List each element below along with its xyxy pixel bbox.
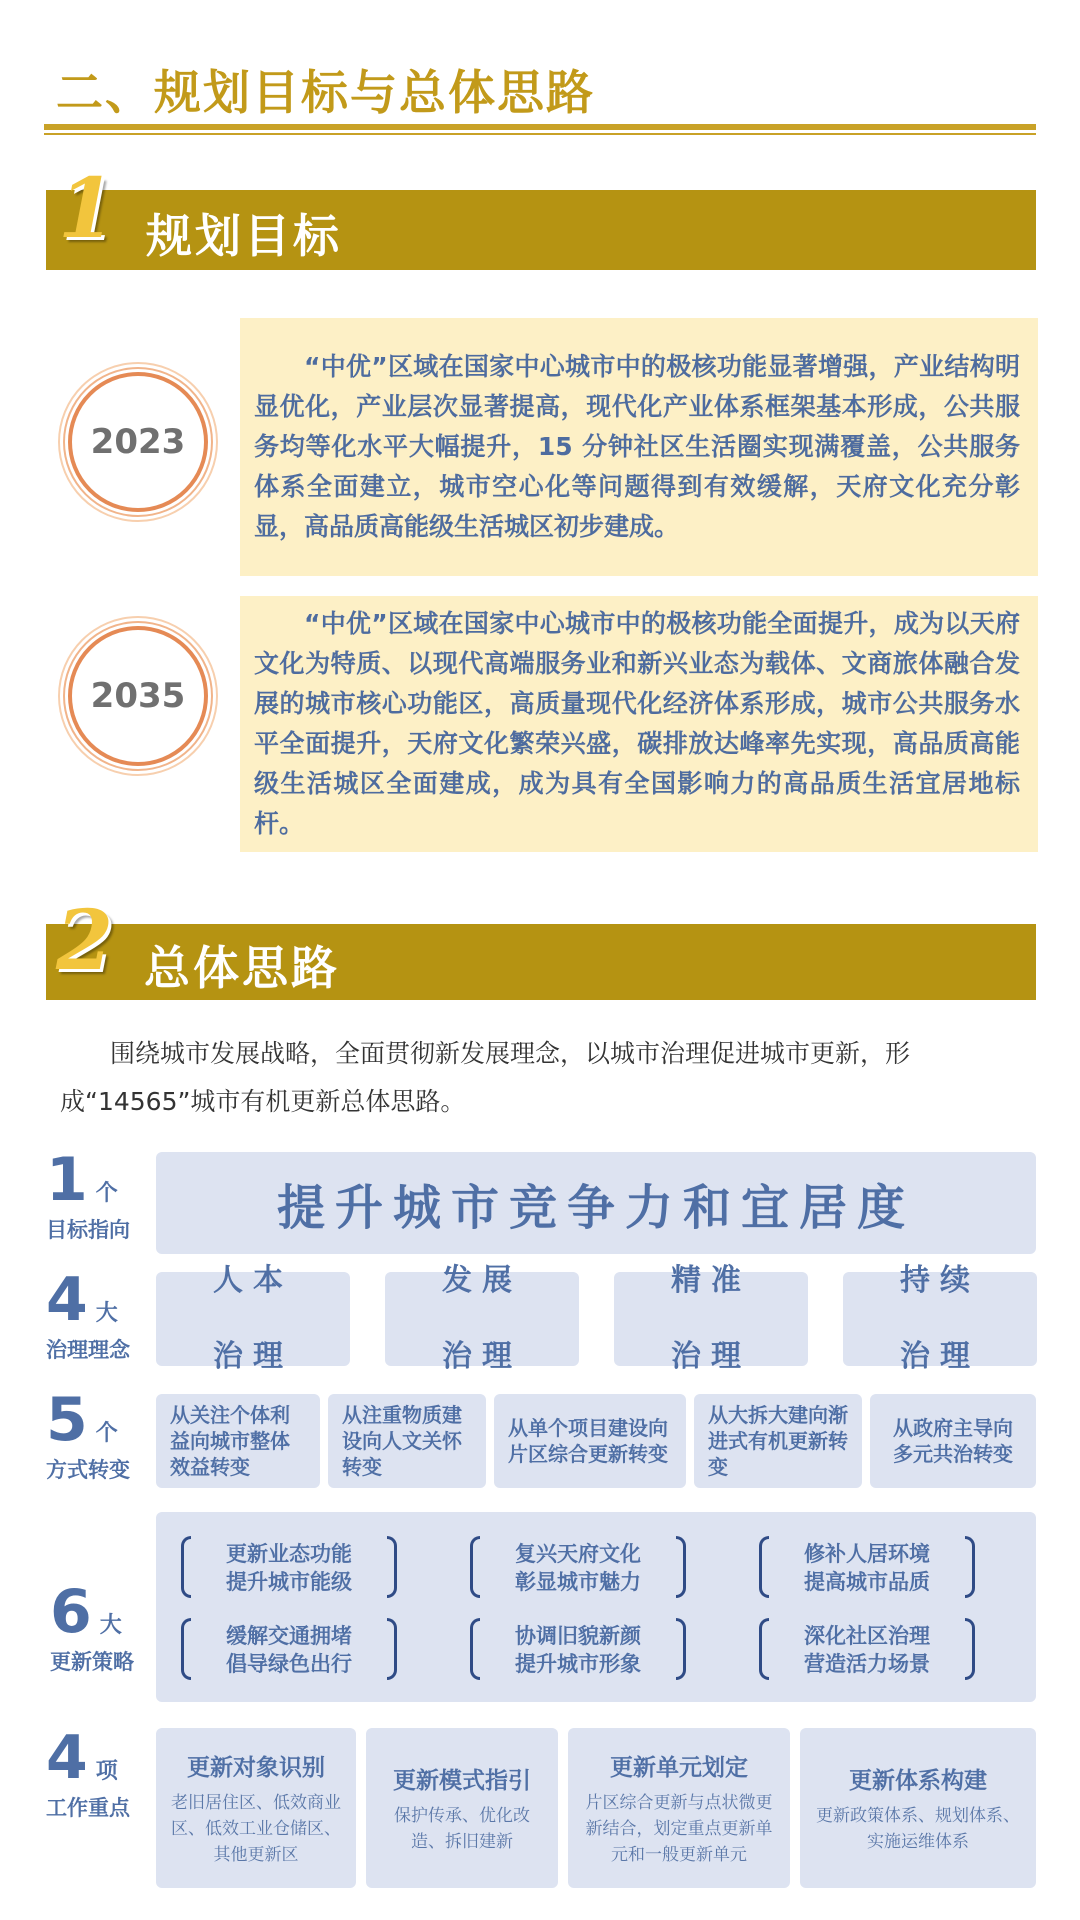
- year-label: 2035: [90, 676, 186, 716]
- section2-title: 总体思路: [144, 941, 340, 995]
- title-divider-thin: [44, 133, 1036, 135]
- concept-card: 发展 治理: [385, 1272, 579, 1366]
- section2-intro: 围绕城市发展战略，全面贯彻新发展理念，以城市治理促进城市更新，形成“14565”城市有机更新总体思路。: [60, 1039, 911, 1116]
- method-card: 从注重物质建设向人文关怀转变: [328, 1394, 486, 1488]
- row-label-goal: 1 个 目标指向: [46, 1145, 130, 1242]
- goal-text-2023: [240, 318, 1038, 576]
- row-label-strategies: 6 大 更新策略: [50, 1577, 134, 1674]
- concept-card: 人本 治理: [156, 1272, 350, 1366]
- goal-statement: 提升城市竞争力和宜居度: [156, 1152, 1036, 1254]
- method-card: 从单个项目建设向片区综合更新转变: [494, 1394, 686, 1488]
- focus-card: 更新体系构建 更新政策体系、规划体系、实施运维体系: [800, 1728, 1036, 1888]
- focus-card: 更新模式指引 保护传承、优化改造、拆旧建新: [366, 1728, 558, 1888]
- strategy-item: 缓解交通拥堵 倡导绿色出行: [201, 1618, 377, 1682]
- year-badge-2023: [68, 372, 208, 512]
- focus-card: 更新对象识别 老旧居住区、低效商业区、低效工业仓储区、其他更新区: [156, 1728, 356, 1888]
- method-card: 从大拆大建向渐进式有机更新转变: [694, 1394, 862, 1488]
- section1-number: 1: [58, 161, 116, 257]
- focus-card: 更新单元划定 片区综合更新与点状微更新结合，划定重点更新单元和一般更新单元: [568, 1728, 790, 1888]
- section2-number: 2: [56, 893, 114, 989]
- goal-paragraph: “中优”区域在国家中心城市中的极核功能显著增强，产业结构明显优化，产业层次显著提高，现代化产业体系框架基本形成，公共服务均等化水平大幅提升，15 分钟社区生活圈实现满覆盖，公共服务体系全面建立，城市空心化等问题得到有效缓解，天府文化充分彰显，高品质高能级生活城区初步建成。: [254, 352, 1020, 541]
- concept-card: 精准 治理: [614, 1272, 808, 1366]
- row-label-concepts: 4 大 治理理念: [46, 1265, 130, 1362]
- goal-text-2035: [240, 596, 1038, 852]
- method-card: 从政府主导向多元共治转变: [870, 1394, 1036, 1488]
- year-badge-2035: [68, 626, 208, 766]
- strategy-item: 深化社区治理 营造活力场景: [779, 1618, 955, 1682]
- goal-paragraph: “中优”区域在国家中心城市中的极核功能全面提升，成为以天府文化为特质、以现代高端服务业和新兴业态为载体、文商旅体融合发展的城市核心功能区，高质量现代化经济体系形成，城市公共服务水平全面提升，天府文化繁荣兴盛，碳排放达峰率先实现，高品质高能级生活城区全面建成，成为具有全国影响力的高品质生活宜居地标杆。: [254, 609, 1020, 838]
- strategy-item: 复兴天府文化 彰显城市魅力: [490, 1536, 666, 1600]
- year-label: 2023: [90, 422, 186, 462]
- strategy-item: 协调旧貌新颜 提升城市形象: [490, 1618, 666, 1682]
- strategy-panel: [156, 1512, 1036, 1702]
- strategy-item: 修补人居环境 提高城市品质: [779, 1536, 955, 1600]
- method-card: 从关注个体利益向城市整体效益转变: [156, 1394, 320, 1488]
- concept-card: 持续 治理: [843, 1272, 1037, 1366]
- section1-title: 规划目标: [146, 209, 342, 263]
- title-divider: [44, 124, 1036, 130]
- row-label-focus: 4 项 工作重点: [46, 1723, 130, 1820]
- row-label-methods: 5 个 方式转变: [46, 1385, 130, 1482]
- strategy-item: 更新业态功能 提升城市能级: [201, 1536, 377, 1600]
- page-title: 二、规划目标与总体思路: [56, 66, 595, 121]
